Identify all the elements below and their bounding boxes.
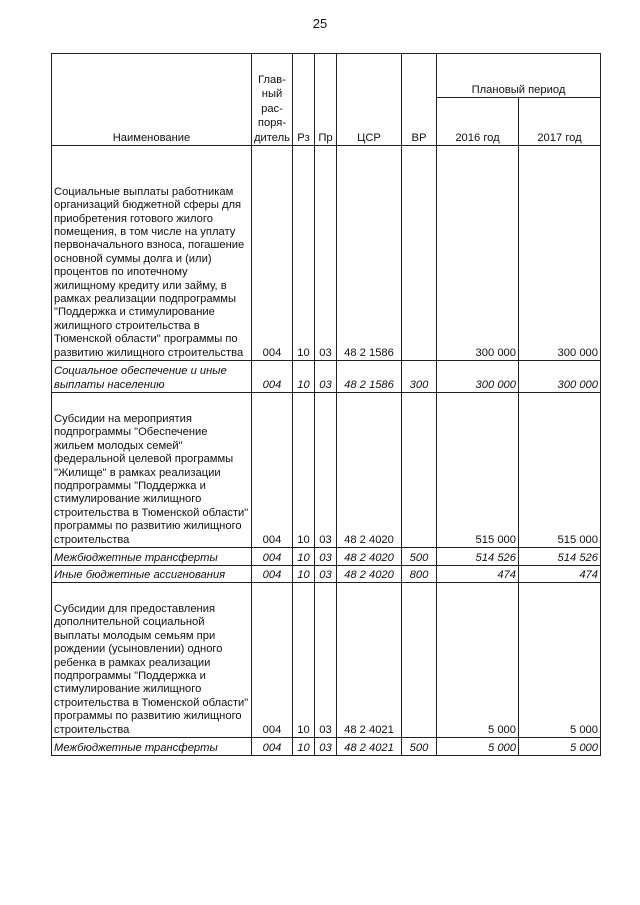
table-row <box>52 146 601 361</box>
row-2017: 300 000 <box>519 146 601 361</box>
row-vr: 300 <box>402 361 437 393</box>
row-name: Иные бюджетные ассигнования <box>52 566 252 583</box>
row-vr: 800 <box>402 566 437 583</box>
row-glavny: 004 <box>252 548 293 566</box>
row-vr <box>402 583 437 738</box>
row-rz: 10 <box>293 738 315 756</box>
row-2016: 474 <box>437 566 519 583</box>
row-rz: 10 <box>293 566 315 583</box>
row-name: Субсидии на мероприятия подпрограммы "Обеспечение жильем молодых семей" федеральной целевой программы "Жилище" в рамках реализации подпрограммы "Поддержка и стимулирование жилищного строительства в Тюменской области" программы по развитию жилищного строительства <box>52 393 252 548</box>
row-2016: 5 000 <box>437 738 519 756</box>
row-rz: 10 <box>293 146 315 361</box>
row-csr: 48 2 4020 <box>337 393 402 548</box>
header-rz: Рз <box>293 54 315 146</box>
header-vr: ВР <box>402 54 437 146</box>
row-2017: 515 000 <box>519 393 601 548</box>
header-name: Наименование <box>52 54 252 146</box>
row-pr: 03 <box>315 566 337 583</box>
row-name: Межбюджетные трансферты <box>52 738 252 756</box>
row-vr <box>402 393 437 548</box>
row-glavny: 004 <box>252 566 293 583</box>
row-csr: 48 2 1586 <box>337 361 402 393</box>
row-rz: 10 <box>293 361 315 393</box>
header-pr: Пр <box>315 54 337 146</box>
row-glavny: 004 <box>252 738 293 756</box>
row-pr: 03 <box>315 146 337 361</box>
table-row <box>52 583 601 738</box>
row-pr: 03 <box>315 361 337 393</box>
table-row <box>52 566 601 583</box>
table-row <box>52 361 601 393</box>
row-pr: 03 <box>315 738 337 756</box>
row-rz: 10 <box>293 583 315 738</box>
header-glavny: Глав- ный рас- поря- дитель <box>252 54 293 146</box>
row-csr: 48 2 4020 <box>337 566 402 583</box>
row-name: Межбюджетные трансферты <box>52 548 252 566</box>
row-2017: 300 000 <box>519 361 601 393</box>
row-2016: 300 000 <box>437 361 519 393</box>
row-2016: 514 526 <box>437 548 519 566</box>
row-glavny: 004 <box>252 393 293 548</box>
row-csr: 48 2 4020 <box>337 548 402 566</box>
row-2017: 5 000 <box>519 738 601 756</box>
row-vr: 500 <box>402 738 437 756</box>
table-row <box>52 393 601 548</box>
row-glavny: 004 <box>252 583 293 738</box>
budget-table <box>51 53 601 756</box>
row-2016: 5 000 <box>437 583 519 738</box>
row-pr: 03 <box>315 583 337 738</box>
row-2016: 300 000 <box>437 146 519 361</box>
header-planned-period: Плановый период <box>437 54 601 98</box>
page-number: 25 <box>312 16 328 31</box>
row-vr: 500 <box>402 548 437 566</box>
row-csr: 48 2 4021 <box>337 738 402 756</box>
header-year-2017: 2017 год <box>519 98 601 146</box>
row-rz: 10 <box>293 548 315 566</box>
table-row <box>52 738 601 756</box>
row-name: Социальные выплаты работникам организаций бюджетной сферы для приобретения готового жилого помещения, в том числе на уплату первоначального взноса, погашение основной суммы долга и (или) процентов по ипотечному жилищному кредиту или займу, в рамках реализации подпрограммы "Поддержка и стимулирование жилищного строительства в Тюменской области" программы по развитию жилищного строительства <box>52 146 252 361</box>
row-rz: 10 <box>293 393 315 548</box>
row-name: Социальное обеспечение и иные выплаты населению <box>52 361 252 393</box>
row-glavny: 004 <box>252 361 293 393</box>
row-2017: 514 526 <box>519 548 601 566</box>
row-2016: 515 000 <box>437 393 519 548</box>
row-vr <box>402 146 437 361</box>
row-csr: 48 2 1586 <box>337 146 402 361</box>
row-pr: 03 <box>315 548 337 566</box>
row-csr: 48 2 4021 <box>337 583 402 738</box>
row-2017: 474 <box>519 566 601 583</box>
header-year-2016: 2016 год <box>437 98 519 146</box>
row-pr: 03 <box>315 393 337 548</box>
row-name: Субсидии для предоставления дополнительной социальной выплаты молодым семьям при рождении (усыновлении) одного ребенка в рамках реализации подпрограммы "Поддержка и стимулирование жилищного строительства в Тюменской области" программы по развитию жилищного строительства <box>52 583 252 738</box>
row-2017: 5 000 <box>519 583 601 738</box>
table-row <box>52 548 601 566</box>
row-glavny: 004 <box>252 146 293 361</box>
header-csr: ЦСР <box>337 54 402 146</box>
